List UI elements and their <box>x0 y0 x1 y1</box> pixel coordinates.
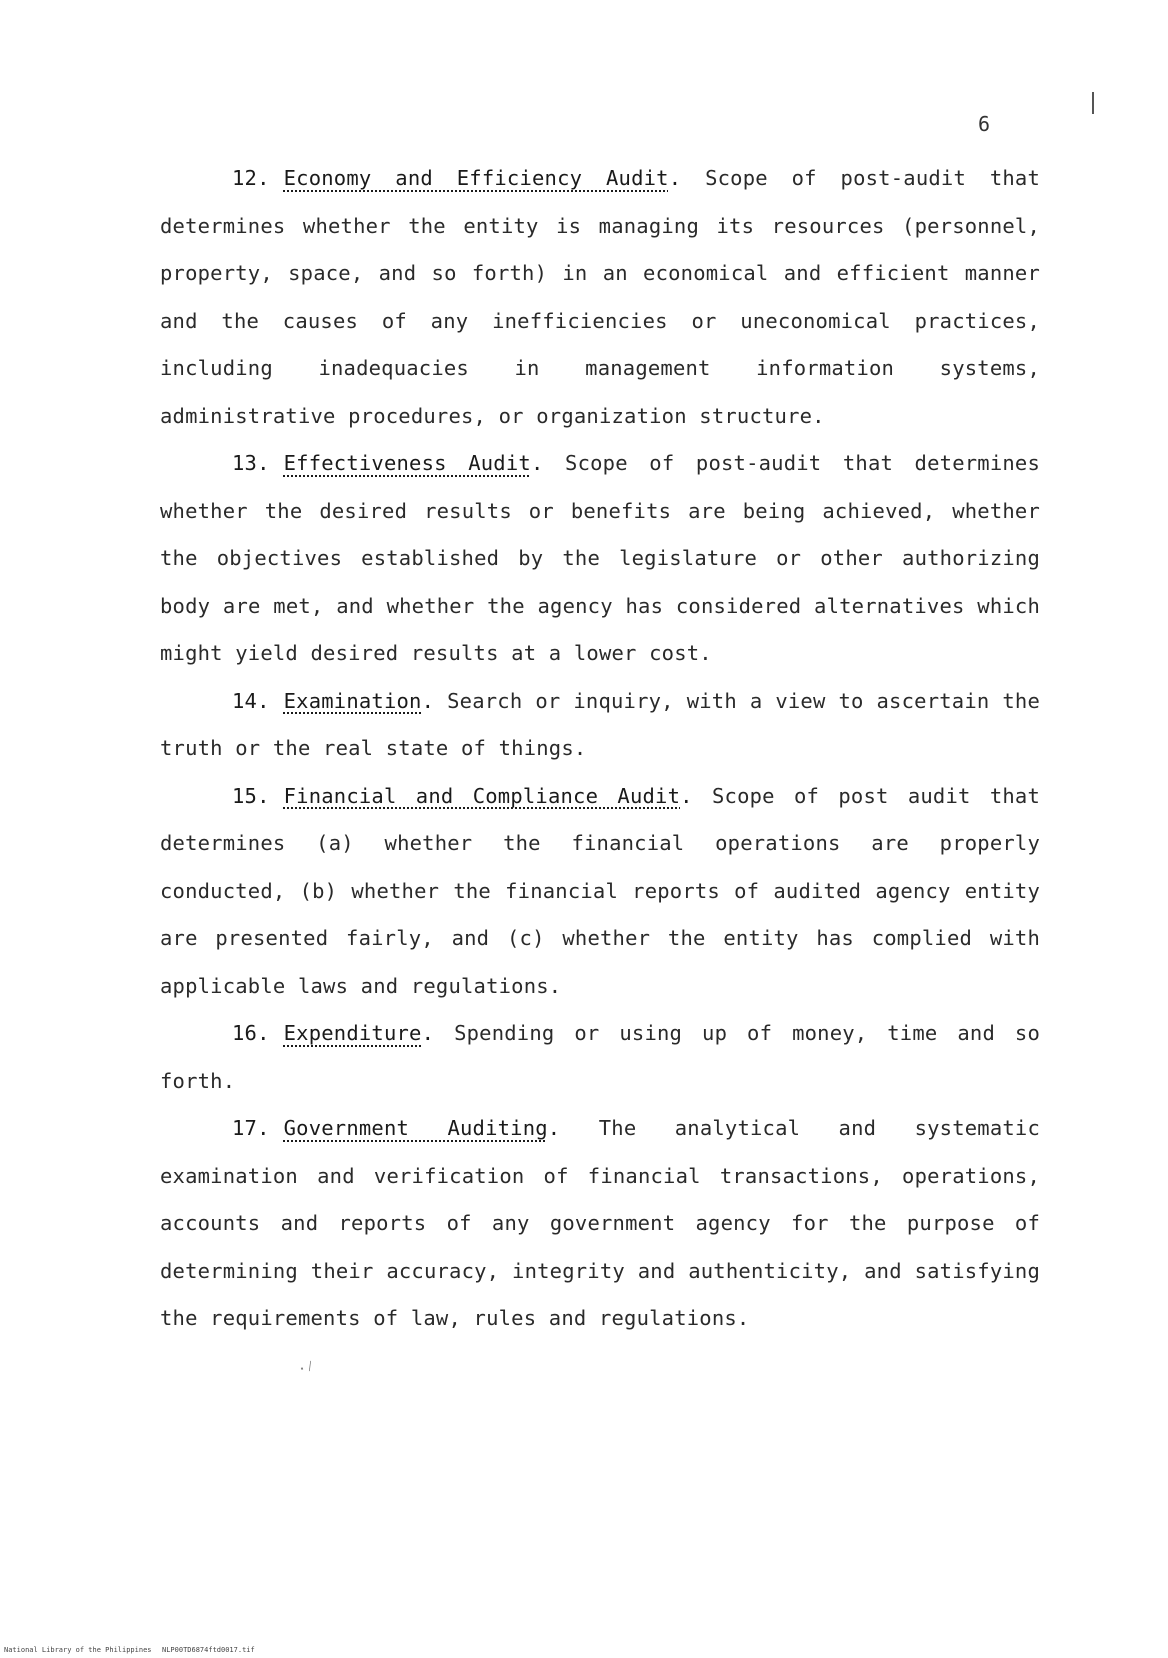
glossary-entry-14: 14. Examination. Search or inquiry, with a view to ascertain the truth or the real state of things. <box>160 688 1040 760</box>
entry-number: 12. <box>232 166 270 190</box>
glossary-entry-15: 15. Financial and Compliance Audit. Scope of post audit that determines (a) whether the financial operations are properly conducted, (b) whether the financial reports of audited agency entity are presented fairly, and (c) whether the entity has complied with applicable laws and regulations. <box>160 783 1041 998</box>
glossary-entry-17: 17. Government Auditing. The analytical and systematic examination and verification of financial transactions, operations, accounts and reports of any government agency for the purpose of determining their accuracy, integrity and authenticity, and satisfying the requirements of law, rules and regulations. <box>160 1116 1040 1330</box>
entry-term: Effectiveness Audit <box>283 451 531 475</box>
footer-file-name: NLP00TD6874ftd0017.tif <box>162 1646 255 1654</box>
entry-number: 16. <box>232 1021 270 1045</box>
footer-library-name: National Library of the Philippines <box>4 1646 152 1654</box>
glossary-entry-13: 13. Effectiveness Audit. Scope of post-audit that determines whether the desired results or benefits are being achieved, whether the objectives established by the legislature or other authorizing body are met, and whether the agency has considered alternatives which might yield desired results at a lower cost. <box>160 451 1040 665</box>
entry-number: 14. <box>232 688 270 713</box>
entry-definition: Search or inquiry, with a view to ascertain the truth or the real state of things. <box>160 688 1040 760</box>
page-number: 6 <box>978 112 991 136</box>
entry-definition: Spending or using up of money, time and so forth. <box>160 1021 1040 1093</box>
glossary-content <box>160 155 1040 1343</box>
entry-term: Economy and Efficiency Audit <box>283 166 669 190</box>
stray-ink-mark: ·⁄ <box>295 1357 317 1379</box>
entry-definition: Scope of post-audit that determines whether the desired results or benefits are being achieved, whether the objectives established by the legislature or other authorizing body are met, and whether the agency has considered alternatives which might yield desired results at a lower cost. <box>160 451 1040 665</box>
entry-term: Government Auditing <box>283 1116 548 1140</box>
entry-definition: Scope of post-audit that determines whether the entity is managing its resources (personnel, property, space, and so forth) in an economical and efficient manner and the causes of any inefficiencies or uneconomical practices, including inadequacies in management information systems, administrative procedures, or organization structure. <box>160 166 1040 428</box>
glossary-entry-12: 12. Economy and Efficiency Audit. Scope of post-audit that determines whether the entity is managing its resources (personnel, property, space, and so forth) in an economical and efficient manner and the causes of any inefficiencies or uneconomical practices, including inadequacies in management information systems, administrative procedures, or organization structure. <box>160 166 1040 428</box>
scan-edge-mark <box>1092 92 1094 114</box>
entry-definition: Scope of post audit that determines (a) whether the financial operations are properly conducted, (b) whether the financial reports of audited agency entity are presented fairly, and (c) whether the entity has complied with applicable laws and regulations. <box>160 783 1041 998</box>
entry-number: 15. <box>232 783 270 808</box>
entry-term: Expenditure <box>283 1021 422 1045</box>
entry-term: Examination <box>283 688 422 713</box>
entry-number: 13. <box>232 451 270 475</box>
glossary-entry-16: 16. Expenditure. Spending or using up of money, time and so forth. <box>160 1021 1040 1093</box>
entry-number: 17. <box>232 1116 270 1140</box>
entry-term: Financial and Compliance Audit <box>283 783 681 808</box>
entry-definition: The analytical and systematic examination and verification of financial transactions, operations, accounts and reports of any government agency for the purpose of determining their accuracy, integrity and authenticity, and satisfying the requirements of law, rules and regulations. <box>160 1116 1040 1330</box>
